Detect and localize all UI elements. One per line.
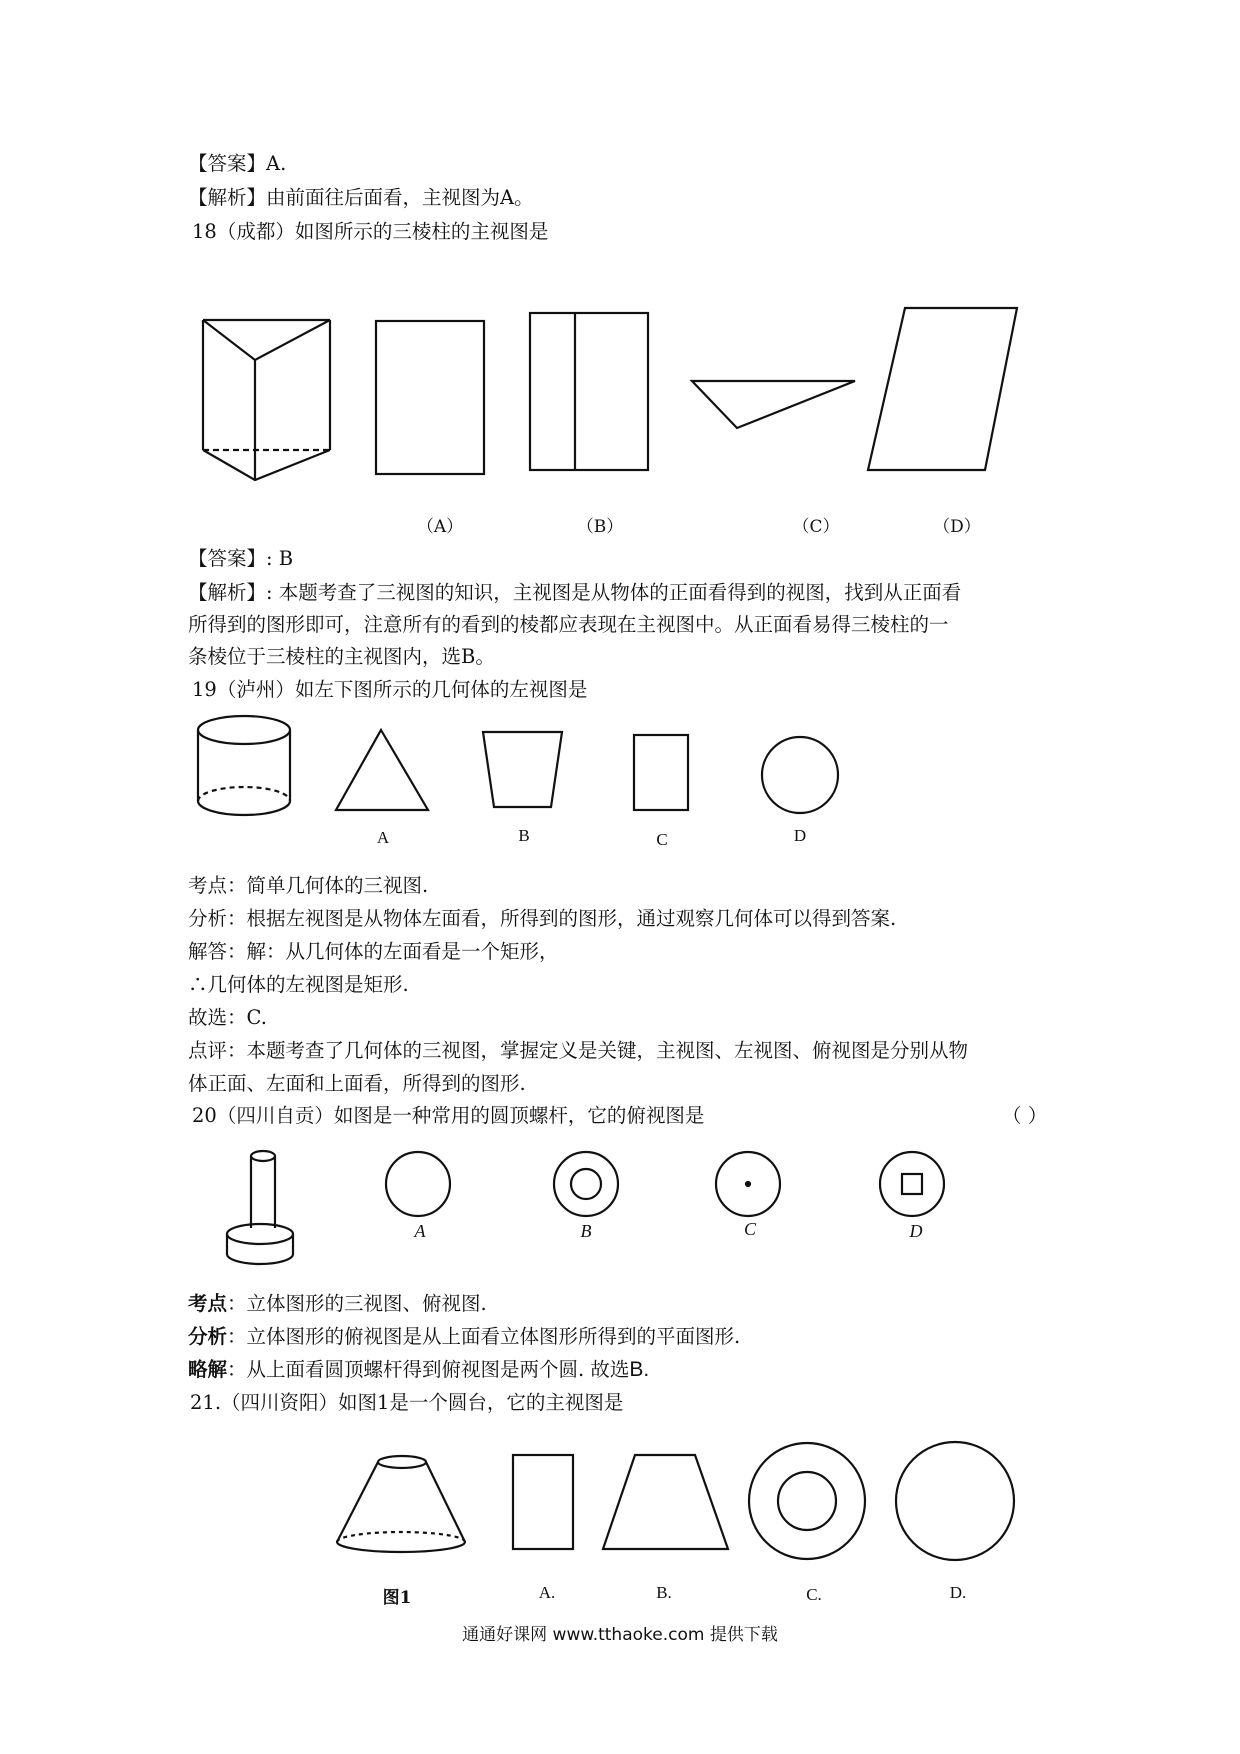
- q18-option-d-parallelogram: [865, 305, 1025, 475]
- q20-label-b: B: [580, 1221, 592, 1241]
- q20-analysis-label: 分析: [188, 1325, 228, 1348]
- q19-option-b-trapezoid: [481, 729, 566, 811]
- q19-option-c-rectangle: [632, 733, 692, 813]
- q20-point-text: ：立体图形的三视图、俯视图.: [227, 1292, 487, 1315]
- q19-comment-line2: 体正面、左面和上面看，所得到的图形.: [188, 1072, 526, 1095]
- q18-prism-figure: [200, 310, 340, 485]
- q21-label-c: C.: [806, 1585, 822, 1604]
- page-footer: 通通好课网 www.tthaoke.com 提供下载: [462, 1625, 778, 1645]
- q18-label-b: （B）: [576, 517, 624, 537]
- q21-label-a: A.: [538, 1583, 556, 1602]
- q18-option-c-triangle: [690, 378, 860, 433]
- q21-label-figure1: 图1: [382, 1588, 412, 1608]
- q19-label-d: D: [793, 826, 807, 845]
- q18-analysis-line1: 【解析】: 本题考查了三视图的知识，主视图是从物体的正面看得到的视图，找到从正面看: [188, 581, 962, 604]
- q18-label-c: （C）: [792, 517, 840, 537]
- q20-solution-text: ：从上面看圆顶螺杆得到俯视图是两个圆. 故选: [227, 1358, 630, 1381]
- q20-option-a-circle: [384, 1150, 454, 1220]
- q21-label-d: D.: [949, 1583, 967, 1602]
- q20-bolt-figure: [224, 1148, 299, 1270]
- q19-label-a: A: [376, 828, 390, 847]
- q19-solution-line1: 解答：解：从几何体的左面看是一个矩形，: [188, 940, 559, 963]
- q18-analysis-line2: 所得到的图形即可，注意所有的看到的棱都应表现在主视图中。从正面看易得三棱柱的一: [188, 613, 949, 636]
- q17-answer: 【答案】A.: [188, 152, 287, 175]
- q20-point: [188, 1290, 487, 1318]
- q17-analysis: 【解析】由前面往后面看，主视图为A。: [188, 186, 534, 209]
- q20-label-c: C: [743, 1219, 756, 1239]
- q18-analysis-line3: 条棱位于三棱柱的主视图内，选B。: [188, 645, 495, 668]
- q19-point: 考点：简单几何体的三视图.: [188, 874, 429, 897]
- q20-point-label: 考点: [188, 1292, 228, 1315]
- q21-option-d-circle: [894, 1440, 1018, 1564]
- q20-option-d-circle-square: [878, 1150, 948, 1220]
- q20-solution-choice: B.: [629, 1358, 650, 1381]
- q20-option-c-circle-dot: [714, 1150, 784, 1220]
- q19-analysis: 分析：根据左视图是从物体左面看，所得到的图形，通过观察几何体可以得到答案.: [188, 907, 897, 930]
- q20-label-a: A: [414, 1221, 426, 1241]
- q20-analysis: [188, 1323, 740, 1351]
- q21-frustum-figure: [334, 1450, 469, 1560]
- q19-option-d-circle: [760, 735, 842, 817]
- q18-stem: 18（成都）如图所示的三棱柱的主视图是: [192, 220, 549, 243]
- q19-choice: 故选：C.: [188, 1006, 267, 1029]
- q20-solution-label: 略解: [188, 1358, 228, 1381]
- q18-option-b-split-rectangle: [528, 311, 653, 476]
- q19-cylinder-figure: [196, 713, 296, 818]
- q21-stem: 21.（四川资阳）如图1是一个圆台，它的主视图是: [190, 1391, 624, 1414]
- q20-bracket: （ ）: [1002, 1104, 1048, 1127]
- q21-label-b: B.: [656, 1583, 672, 1602]
- q20-label-d: D: [909, 1221, 923, 1241]
- q19-label-c: C: [656, 830, 668, 849]
- q20-option-b-double-circle: [552, 1150, 622, 1220]
- q18-label-a: （A）: [416, 517, 464, 537]
- q19-solution-line2: ∴几何体的左视图是矩形.: [188, 973, 409, 996]
- q19-comment-line1: 点评：本题考查了几何体的三视图，掌握定义是关键，主视图、左视图、俯视图是分别从物: [188, 1039, 969, 1062]
- q18-option-a-rectangle: [374, 319, 489, 479]
- q20-analysis-text: ：立体图形的俯视图是从上面看立体图形所得到的平面图形.: [227, 1325, 741, 1348]
- q21-option-c-ring: [746, 1440, 870, 1564]
- q19-stem: 19（泸州）如左下图所示的几何体的左视图是: [192, 678, 588, 701]
- q21-option-a-rectangle: [511, 1453, 577, 1553]
- q18-answer: 【答案】: B: [188, 547, 294, 570]
- q20-stem: 20（四川自贡）如图是一种常用的圆顶螺杆，它的俯视图是: [192, 1104, 705, 1127]
- q19-option-a-triangle: [333, 727, 433, 815]
- q20-solution: [188, 1356, 649, 1384]
- q21-option-b-trapezoid: [600, 1453, 732, 1553]
- q19-label-b: B: [518, 826, 530, 845]
- q18-label-d: （D）: [933, 517, 981, 537]
